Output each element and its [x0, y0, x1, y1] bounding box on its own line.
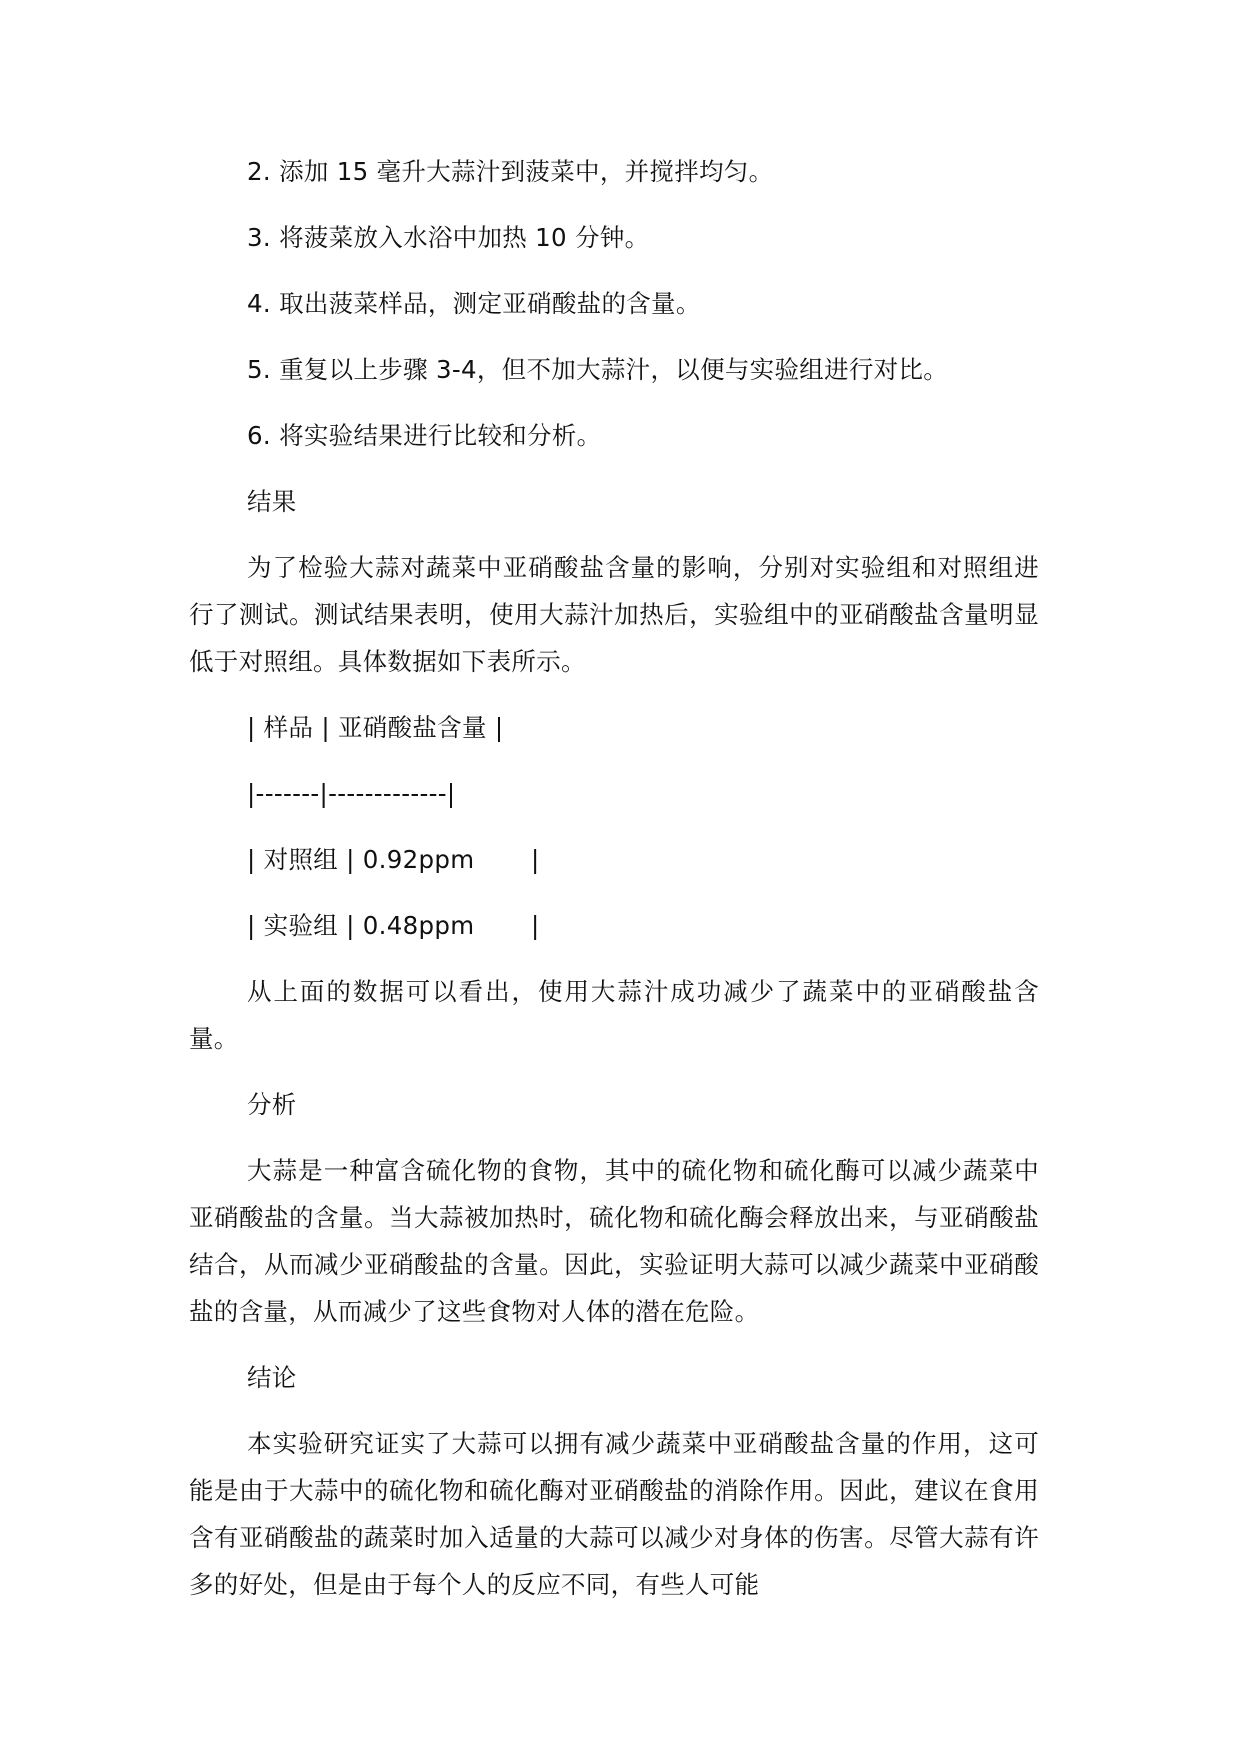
results-heading: 结果	[247, 487, 297, 516]
analysis-heading: 分析	[247, 1090, 297, 1119]
procedure-step-6: 6. 将实验结果进行比较和分析。	[247, 421, 602, 450]
procedure-step-2: 2. 添加 15 毫升大蒜汁到菠菜中，并搅拌均匀。	[247, 157, 774, 186]
results-table-separator: |-------|-------------|	[247, 779, 456, 808]
document-body	[189, 148, 1039, 1627]
procedure-step-4: 4. 取出菠菜样品，测定亚硝酸盐的含量。	[247, 289, 701, 318]
results-table-row-control: | 对照组 | 0.92ppm |	[247, 845, 540, 874]
procedure-step-5: 5. 重复以上步骤 3-4，但不加大蒜汁，以便与实验组进行对比。	[247, 355, 949, 384]
conclusion-paragraph: 本实验研究证实了大蒜可以拥有减少蔬菜中亚硝酸盐含量的作用，这可能是由于大蒜中的硫化物和硫化酶对亚硝酸盐的消除作用。因此，建议在食用含有亚硝酸盐的蔬菜时加入适量的大蒜可以减少对身体的伤害。尽管大蒜有许多的好处，但是由于每个人的反应不同，有些人可能	[189, 1429, 1039, 1599]
analysis-paragraph: 大蒜是一种富含硫化物的食物，其中的硫化物和硫化酶可以减少蔬菜中亚硝酸盐的含量。当大蒜被加热时，硫化物和硫化酶会释放出来，与亚硝酸盐结合，从而减少亚硝酸盐的含量。因此，实验证明大蒜可以减少蔬菜中亚硝酸盐的含量，从而减少了这些食物对人体的潜在危险。	[189, 1156, 1039, 1326]
results-table-row-experiment: | 实验组 | 0.48ppm |	[247, 911, 540, 940]
results-table-header: | 样品 | 亚硝酸盐含量 |	[247, 713, 504, 742]
results-summary-paragraph: 从上面的数据可以看出，使用大蒜汁成功减少了蔬菜中的亚硝酸盐含量。	[189, 977, 1039, 1053]
conclusion-heading: 结论	[247, 1363, 297, 1392]
results-intro-paragraph: 为了检验大蒜对蔬菜中亚硝酸盐含量的影响，分别对实验组和对照组进行了测试。测试结果表明，使用大蒜汁加热后，实验组中的亚硝酸盐含量明显低于对照组。具体数据如下表所示。	[189, 553, 1039, 676]
procedure-step-3: 3. 将菠菜放入水浴中加热 10 分钟。	[247, 223, 650, 252]
